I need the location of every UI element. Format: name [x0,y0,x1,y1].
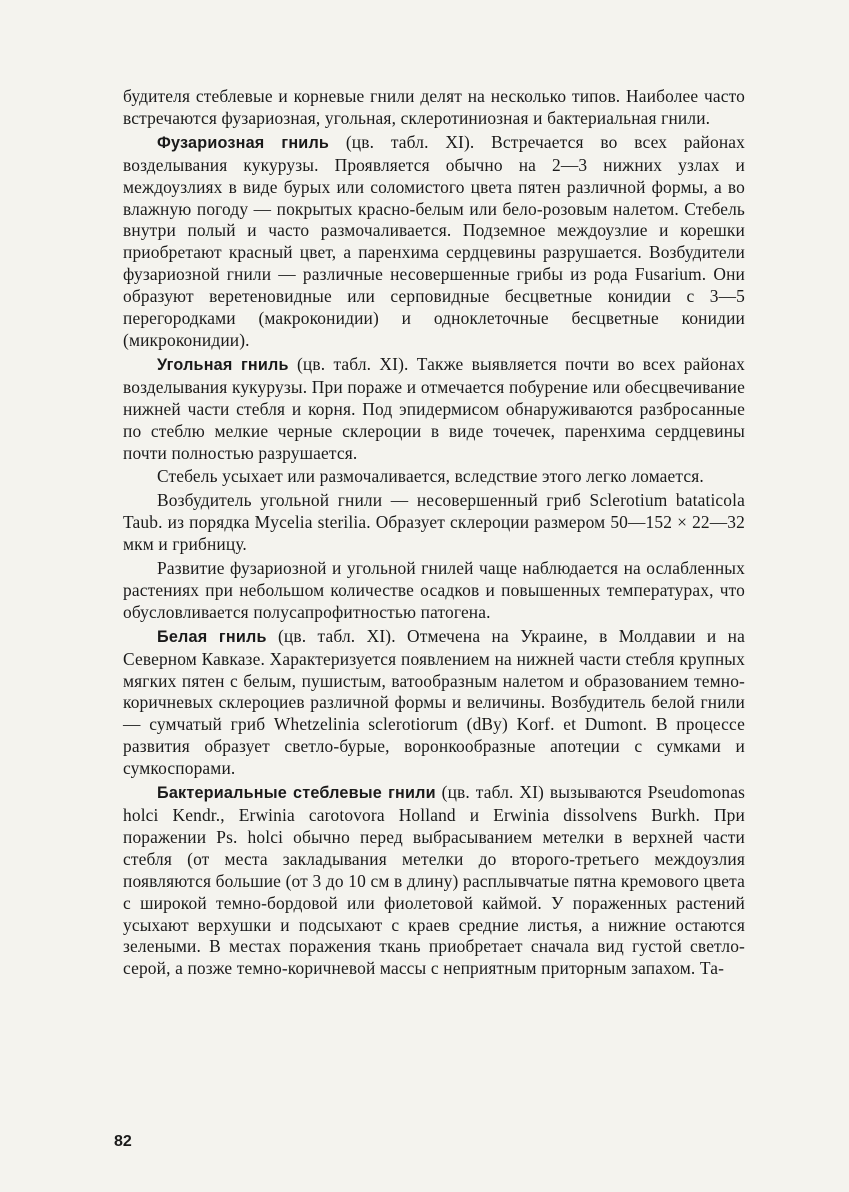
paragraph-text: (цв. табл. XI). Также выявляется почти во всех районах возделывания кукурузы. При пораже и отмечается побурение или обесцвечивание нижней части стебля и корня. Под эпидермисом обнаруживаются разбросанные по стеблю мелкие черные склероции в виде точечек, паренхима сердцевины почти полностью разрушается. [123,353,745,463]
term-charcoal-rot: Угольная гниль [157,355,289,374]
paragraph-charcoal-rot [123,354,745,465]
paragraph-text: (цв. табл. XI) вызываются Pseudomonas holci Kendr., Erwinia carotovora Holland и Erwinia dissolvens Burkh. При поражении Ps. holci обычно перед выбрасыванием метелки в верхней части стебля (от места закладывания метелки до второго-третьего междоузлия появляются большие (от 3 до 10 см в длину) расплывчатые пятна кремового цвета с широкой темно-бордовой или фиолетовой каймой. У пораженных растений усыхают верхушки и подсыхают с краев средние листья, а нижние остаются зелеными. В местах поражения ткань приобретает сначала вид густой светло-серой, а позже темно-коричневой массы с неприятным приторным запахом. Та- [123,782,745,979]
paragraph-fusarium-rot [123,132,745,352]
paragraph-development [123,558,745,624]
term-bacterial-rot: Бактериальные стеблевые гнили [157,784,436,803]
paragraph-text: Развитие фузариозной и угольной гнилей чаще наблюдается на ослабленных растениях при небольшом количестве осадков и повышенных температурах, что обусловливается полусапрофитностью патогена. [123,558,745,622]
paragraph-intro [123,86,745,130]
paragraph-bacterial-rot [123,782,745,980]
paragraph-stem-breaks [123,466,745,488]
term-white-rot: Белая гниль [157,627,267,646]
paragraph-white-rot [123,626,745,780]
paragraph-text: Возбудитель угольной гнили — несовершенный гриб Sclerotium bataticola Taub. из порядка Mycelia sterilia. Образует склероции размером 50—152 × 22—32 мкм и грибницу. [123,490,745,555]
page-number: 82 [114,1133,132,1150]
paragraph-text: (цв. табл. XI). Отмечена на Украине, в Молдавии и на Северном Кавказе. Характеризуется появлением на нижней части стебля крупных мягких пятен с белым, пушистым, ватообразным налетом и образованием темно-коричневых склероциев различной формы и величины. Возбудитель белой гнили — сумчатый гриб Whetzelinia sclerotiorum (dBy) Korf. et Dumont. В процессе развития образует светло-бурые, воронкообразные апотеции с сумками и сумкоспорами. [123,625,745,779]
paragraph-charcoal-pathogen [123,490,745,556]
paragraph-text: (цв. табл. XI). Встречается во всех районах возделывания кукурузы. Проявляется обычно на 2—3 нижних узлах и междоузлиях в виде бурых или соломистого цвета пятен различной формы, а во влажную погоду — покрытых красно-белым или бело-розовым налетом. Стебель внутри полый и часто размочаливается. Подземное междоузлие и корешки приобретают красный цвет, а паренхима сердцевины разрушается. Возбудители фузариозной гнили — различные несовершенные грибы из рода Fusarium. Они образуют веретеновидные или серповидные бесцветные конидии с 3—5 перегородками (макроконидии) и одноклеточные бесцветные конидии (микроконидии). [123,131,745,350]
term-fusarium-rot: Фузариозная гниль [157,133,330,152]
paragraph-text: будителя стеблевые и корневые гнили делят на несколько типов. Наиболее часто встречаются фузариозная, угольная, склеротиниозная и бактериальная гнили. [123,86,745,128]
paragraph-text: Стебель усыхает или размочаливается, вследствие этого легко ломается. [157,466,704,487]
page-text [123,86,745,980]
